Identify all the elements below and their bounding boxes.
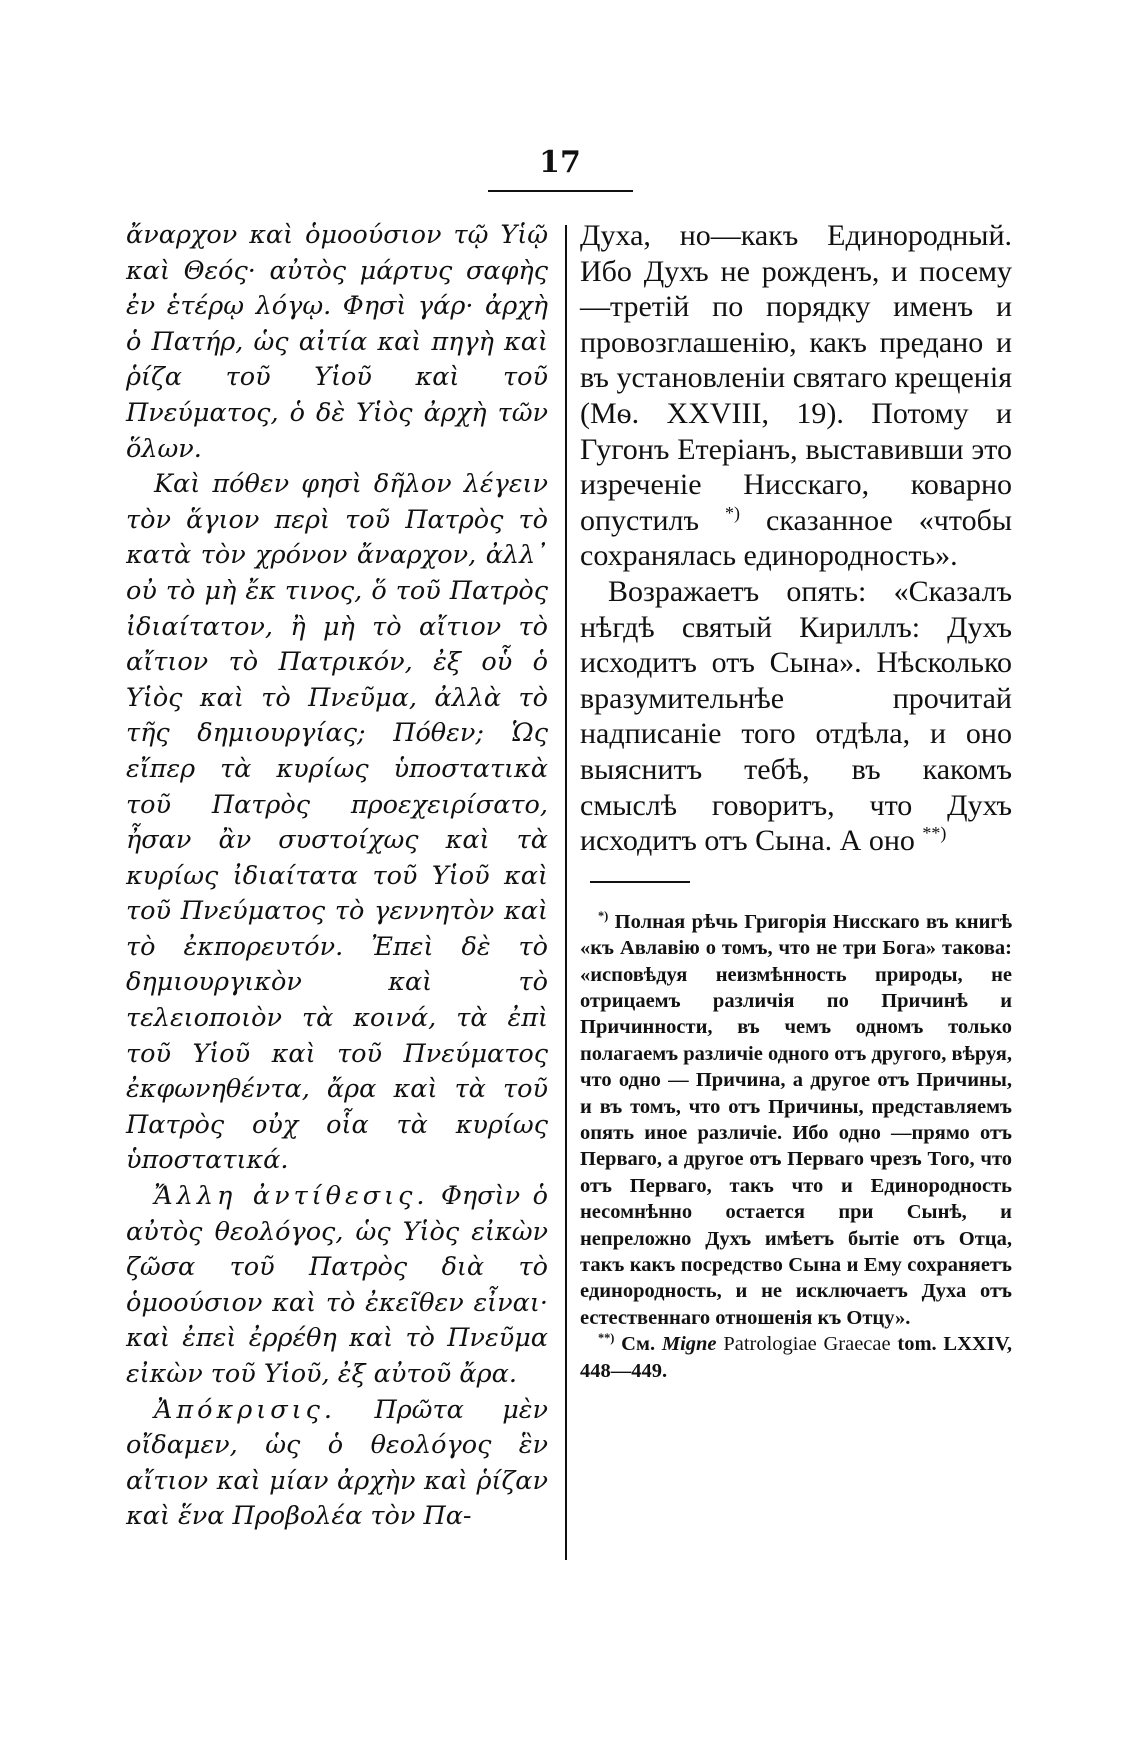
footnote-ref-1: *) — [725, 502, 741, 523]
answer-text: Πρῶτα μὲν οἴδαμεν, ὡς ὁ θεολόγος ἓν αἴτιον καὶ μίαν ἀρχὴν καὶ ῥίζαν καὶ ἕνα Προβολέα τὸν Πα- — [126, 1394, 548, 1532]
greek-paragraph-3 — [126, 1179, 548, 1393]
russian-column — [580, 218, 1012, 1384]
footnote-1 — [580, 909, 1012, 1332]
footnote-ref-2: **) — [922, 823, 947, 844]
footnote-2-author: Migne — [661, 1333, 717, 1356]
greek-paragraph-4 — [126, 1393, 548, 1535]
footnote-1-mark: *) — [598, 908, 609, 923]
russian-paragraph-1 — [580, 218, 1012, 574]
greek-paragraph-1: ἄναρχον καὶ ὁμοούσιον τῷ Υἱῷ καὶ Θεός· αὐτὸς μάρτυς σαφὴς ἐν ἑτέρῳ λόγῳ. Φησὶ γάρ· ἀρχὴ ὁ Πατήρ, ὡς αἰτία καὶ πηγὴ καὶ ῥίζα τοῦ Υἱοῦ καὶ τοῦ Πνεύματος, ὁ δὲ Υἱὸς ἀρχὴ τῶν ὅλων. — [126, 220, 548, 464]
russian-paragraph-1-text: Духа, но—какъ Единородный. Ибо Духъ не рожденъ, и посему—третій по порядку именъ и провозглашенію, какъ предано и въ установленіи святаго крещенія (Мѳ. XXVIII, 19). Потому и Гугонъ Етеріанъ, выставивши это изреченіе Нисскаго, коварно опустилъ — [580, 219, 1012, 537]
footnote-2 — [580, 1331, 1012, 1384]
page-number: 17 — [539, 145, 581, 180]
footnote-2-mark: **) — [598, 1331, 615, 1346]
greek-column — [126, 218, 548, 1535]
column-divider — [565, 225, 567, 1560]
footnote-2-reference: tom. LXXIV, 448—449. — [580, 1333, 1012, 1382]
greek-paragraph-2: Καὶ πόθεν φησὶ δῆλον λέγειν τὸν ἅγιον περὶ τοῦ Πατρὸς τὸ κατὰ τὸν χρόνον ἄναρχον, ἀλλ᾽ οὐ τὸ μὴ ἔκ τινος, ὅ τοῦ Πατρὸς ἰδιαίτατον, ἢ μὴ τὸ αἴτιον τὸ αἴτιον τὸ Πατρικόν, ἐξ οὗ ὁ Υἱὸς καὶ τὸ Πνεῦμα, ἀλλὰ τὸ τῆς δημιουργίας; Πόθεν; Ὡς εἴπερ τὰ κυρίως ὑποστατικὰ τοῦ Πατρὸς προεχειρίσατο, ἦσαν ἂν συστοίχως καὶ τὰ κυρίως ἰδιαίτατα τοῦ Υἱοῦ καὶ τοῦ Πνεύματος τὸ γεννητὸν καὶ τὸ ἐκπορευτόν. Ἐπεὶ δὲ τὸ δημιουργικὸν καὶ τὸ τελειοποιὸν τὰ κοινά, τὰ ἐπὶ τοῦ Υἱοῦ καὶ τοῦ Πνεύματος ἐκφωνηθέντα, ἄρα καὶ τὰ τοῦ Πατρὸς οὐχ οἷα τὰ κυρίως ὑποστατικά. — [126, 469, 548, 1176]
russian-paragraph-1-tail: сказанное «чтобы сохранялась единородность». — [580, 503, 1012, 573]
objection-text: Φησὶν ὁ αὐτὸς θεολόγος, ὡς Υἱὸς εἰκὼν ζῶσα τοῦ Πατρὸς διὰ τὸ ὁμοούσιον καὶ τὸ ἐκεῖθεν εἶναι· καὶ ἐπεὶ ἐρρέθη καὶ τὸ Πνεῦμα εἰκὼν τοῦ Υἱοῦ, ἐξ αὐτοῦ ἄρα. — [126, 1181, 548, 1389]
footnote-2-title: Patrologiae Graecae — [716, 1333, 891, 1356]
answer-heading: Ἀπόκρισις. — [154, 1394, 337, 1425]
footnotes-rule — [590, 881, 690, 883]
header-rule — [488, 190, 633, 192]
russian-paragraph-2 — [580, 574, 1012, 859]
footnote-2-prefix: См. — [614, 1333, 662, 1356]
objection-heading: Ἄλλη ἀντίθεσις. — [154, 1181, 429, 1212]
russian-paragraph-2-text: Возражаетъ опять: «Сказалъ нѣгдѣ святый Кириллъ: Духъ исходитъ отъ Сына». Нѣсколько вразумительнѣе прочитай надписаніе того отдѣла, и оно выяснитъ тебѣ, въ какомъ смыслѣ говоритъ, что Духъ исходитъ отъ Сына. А оно — [580, 574, 1012, 858]
footnote-1-text: Полная рѣчь Григорія Нисскаго въ книгѣ «къ Авлавію о томъ, что не три Бога» такова: «исповѣдуя неизмѣнность природы, не отрицаемъ различія по Причинѣ и Причинности, въ чемъ одномъ только полагаемъ различіе одного отъ другого, вѣруя, что одно — Причина, а другое отъ Причины, и въ томъ, что отъ Причины, представляемъ опять иное различіе. Ибо одно —прямо отъ Перваго, а другое отъ Перваго чрезъ Того, что отъ Перваго, такъ что и Единородность несомнѣнно остается при Сынѣ, и непреложно Духъ имѣетъ бытіе отъ Отца, такъ какъ посредство Сына и Ему сохраняетъ единородность, и не исключаетъ Духа отъ естественнаго отношенія къ Отцу». — [580, 910, 1012, 1329]
